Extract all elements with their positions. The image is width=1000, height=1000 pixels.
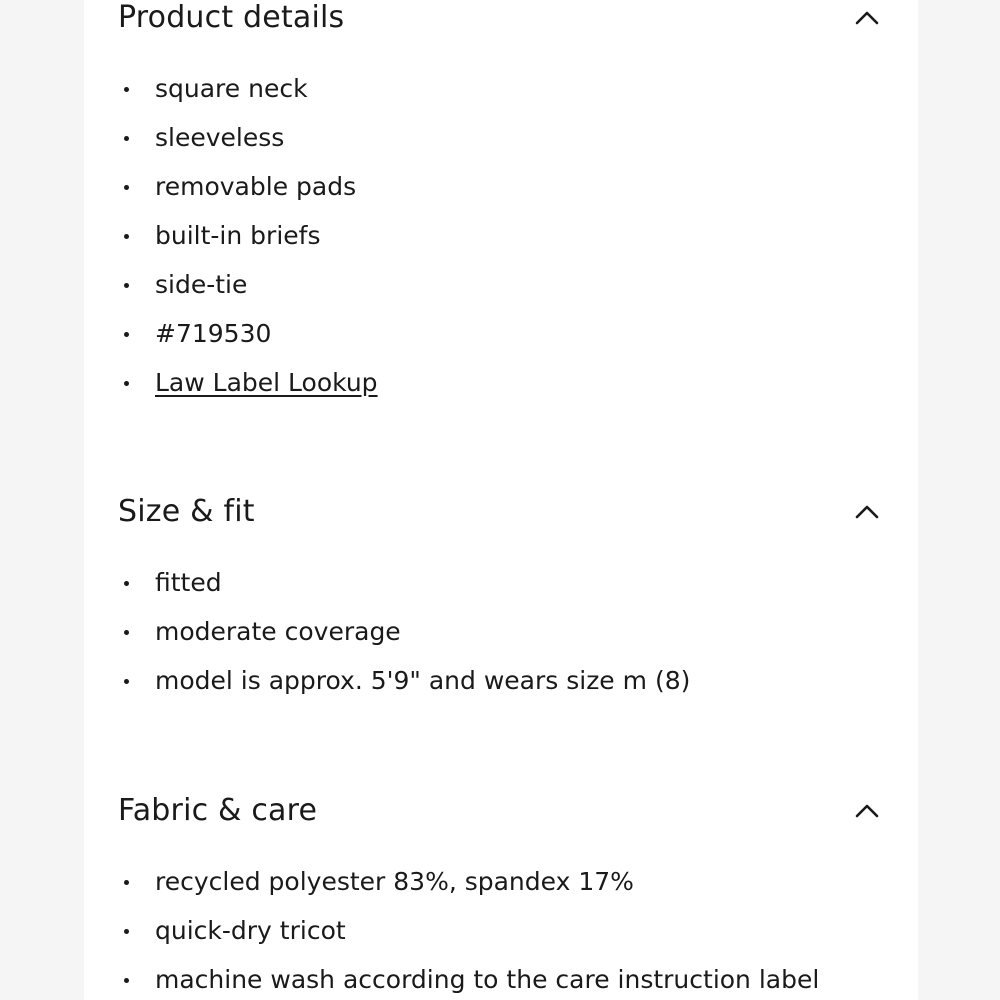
bullet-dot — [124, 381, 129, 386]
list-item: moderate coverage — [118, 616, 690, 665]
size-fit-header[interactable] — [118, 494, 888, 538]
section-title: Product details — [118, 0, 345, 35]
list-item: removable pads — [118, 171, 378, 220]
product-details-header[interactable] — [118, 0, 888, 44]
size-fit-section — [118, 494, 888, 695]
product-details-list — [118, 73, 378, 416]
bullet-dot — [124, 630, 129, 635]
list-item: machine wash according to the care instruction label — [118, 964, 819, 1000]
chevron-up-icon[interactable] — [854, 8, 880, 28]
fabric-care-list — [118, 866, 819, 1000]
list-item: quick-dry tricot — [118, 915, 819, 964]
product-info-panel — [84, 0, 918, 1000]
bullet-dot — [124, 679, 129, 684]
law-label-lookup-link[interactable]: Law Label Lookup — [155, 368, 378, 397]
bullet-dot — [124, 185, 129, 190]
list-item: square neck — [118, 73, 378, 122]
fabric-care-section — [118, 793, 888, 994]
bullet-dot — [124, 581, 129, 586]
size-fit-list — [118, 567, 690, 714]
list-item: sleeveless — [118, 122, 378, 171]
chevron-up-icon[interactable] — [854, 801, 880, 821]
list-item: side-tie — [118, 269, 378, 318]
list-item — [118, 367, 378, 416]
bullet-dot — [124, 283, 129, 288]
section-title: Fabric & care — [118, 793, 318, 828]
bullet-dot — [124, 234, 129, 239]
bullet-dot — [124, 136, 129, 141]
list-item: built-in briefs — [118, 220, 378, 269]
fabric-care-header[interactable] — [118, 793, 888, 837]
bullet-dot — [124, 978, 129, 983]
bullet-dot — [124, 87, 129, 92]
section-title: Size & fit — [118, 494, 255, 529]
product-details-section — [118, 0, 888, 397]
bullet-dot — [124, 929, 129, 934]
chevron-up-icon[interactable] — [854, 502, 880, 522]
list-item: fitted — [118, 567, 690, 616]
list-item: #719530 — [118, 318, 378, 367]
list-item: recycled polyester 83%, spandex 17% — [118, 866, 819, 915]
bullet-dot — [124, 880, 129, 885]
bullet-dot — [124, 332, 129, 337]
list-item: model is approx. 5'9" and wears size m (8) — [118, 665, 690, 714]
